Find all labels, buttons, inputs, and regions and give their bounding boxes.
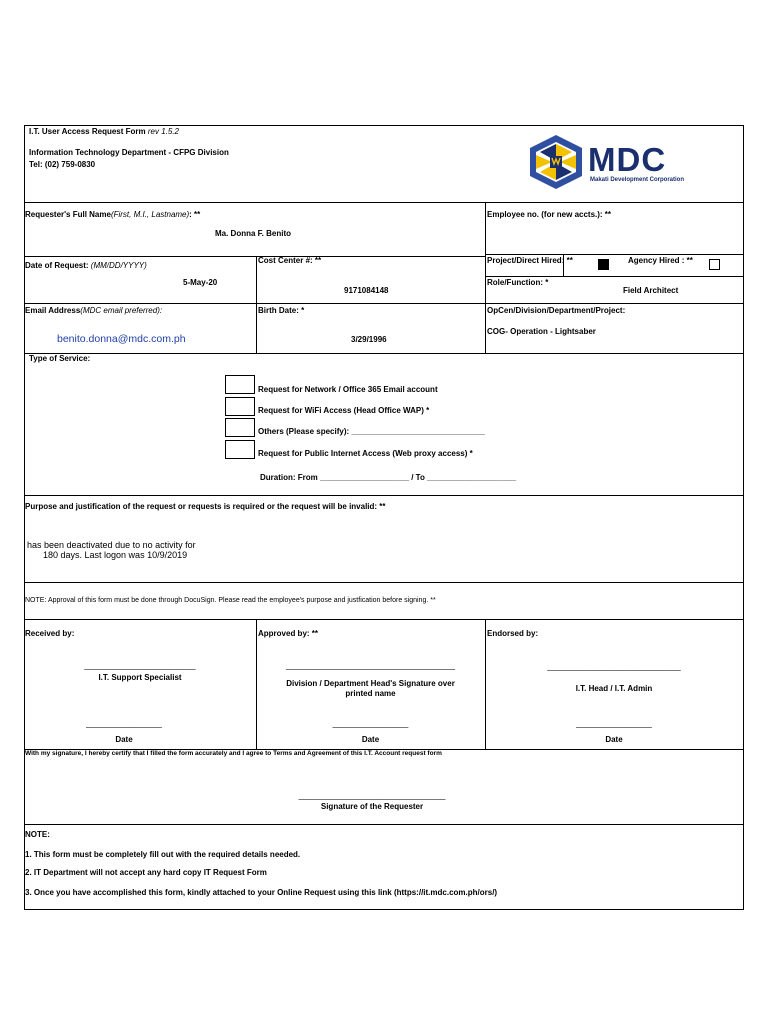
email-value[interactable]: benito.donna@mdc.com.ph (57, 333, 186, 345)
approved-date-label: Date (361, 735, 380, 744)
purpose-text-line1[interactable]: has been deactivated due to no activity for (27, 540, 196, 550)
department-tel: Tel: (02) 759-0830 (29, 160, 96, 169)
received-role: I.T. Support Specialist (98, 673, 182, 682)
email-label-text: Email Address (25, 306, 81, 315)
agency-hired-label: Agency Hired : ** (628, 256, 693, 265)
col-divider (485, 202, 486, 353)
row-divider (24, 303, 744, 304)
received-date-label: Date (115, 735, 133, 744)
certify-text: With my signature, I hereby certify that I filled the form accurately and I agree to Terms and Agreement of this I.T. Account request form (25, 750, 442, 757)
form-rev: rev 1.5.2 (147, 127, 180, 136)
endorsed-date-line[interactable]: _________________ (576, 719, 652, 728)
row-divider (24, 202, 744, 203)
approved-role: Division / Department Head's Signature over printed name (286, 679, 455, 698)
received-sign-line[interactable]: _________________________ (84, 661, 196, 670)
received-date-line[interactable]: _________________ (86, 719, 162, 728)
service-checkbox-wifi[interactable] (225, 397, 255, 416)
logo-subtitle: Makati Development Corporation (590, 177, 685, 183)
endorsed-by-label: Endorsed by: (487, 629, 539, 638)
row-divider (485, 276, 744, 277)
birth-date-value[interactable]: 3/29/1996 (351, 335, 387, 344)
approved-by-label: Approved by: ** (258, 629, 319, 638)
service-option-network: Request for Network / Office 365 Email account (258, 385, 438, 394)
form-border-bottom (24, 909, 744, 910)
received-by-label: Received by: (25, 629, 75, 638)
date-hint: (MM/DD/YYYY) (90, 261, 147, 270)
endorsed-sign-line[interactable]: ______________________________ (547, 662, 681, 671)
row-divider (24, 256, 486, 257)
note-item: 3. Once you have accomplished this form, kindly attached to your Online Request using this link (https://it.mdc.com.ph/ors/) (25, 888, 498, 897)
row-divider (24, 619, 744, 620)
date-of-request-value[interactable]: 5-May-20 (183, 278, 218, 287)
service-option-wifi: Request for WiFi Access (Head Office WAP) * (258, 406, 430, 415)
service-type-label: Type of Service: (29, 354, 91, 363)
service-duration[interactable]: Duration: From ____________________ / To ____________________ (260, 473, 517, 482)
role-value[interactable]: Field Architect (623, 286, 679, 295)
form-title (29, 127, 179, 137)
requester-sign-line[interactable]: _________________________________ (298, 791, 446, 800)
requester-sign-label: Signature of the Requester (320, 802, 424, 811)
cost-center-value[interactable]: 9171084148 (344, 286, 389, 295)
email-hint: (MDC email preferred): (80, 306, 163, 315)
service-checkbox-internet[interactable] (225, 440, 255, 459)
purpose-label: Purpose and justification of the request or requests is required or the request will be invalid: ** (25, 502, 386, 511)
row-divider (24, 582, 744, 583)
form-title-text: I.T. User Access Request Form (29, 127, 146, 136)
row-divider (485, 254, 744, 255)
service-option-others: Others (Please specify): ______________________________ (258, 427, 485, 436)
form-border-right (743, 125, 744, 909)
approval-note: NOTE: Approval of this form must be done through DocuSign. Please read the employee's purpose and justfication before signing. ** (25, 597, 436, 604)
service-option-internet: Request for Public Internet Access (Web proxy access) * (258, 449, 473, 458)
endorsed-date-label: Date (605, 735, 623, 744)
project-hired-checkbox[interactable] (598, 259, 609, 270)
full-name-hint: (First, M.I., Lastname) (110, 210, 190, 219)
form-border-top (24, 125, 744, 126)
opcen-value[interactable]: COG- Operation - Lightsaber (487, 327, 596, 336)
purpose-text-line2[interactable]: 180 days. Last logon was 10/9/2019 (43, 550, 188, 560)
date-label-text: Date of Request: (25, 261, 89, 270)
mdc-logo-icon (526, 133, 586, 191)
row-divider (24, 824, 744, 825)
service-checkbox-others[interactable] (225, 418, 255, 437)
opcen-label: OpCen/Division/Department/Project: (487, 306, 626, 315)
logo-wordmark: MDC (588, 141, 667, 178)
date-of-request-label (25, 261, 147, 271)
agency-hired-checkbox[interactable] (709, 259, 720, 270)
birth-date-label: Birth Date: * (258, 306, 305, 315)
project-hired-label: Project/Direct Hired: ** (487, 256, 573, 265)
role-label: Role/Function: * (487, 278, 549, 287)
note-item: 1. This form must be completely fill out with the required details needed. (25, 850, 301, 859)
full-name-required: : ** (189, 210, 201, 219)
col-divider (256, 256, 257, 353)
endorsed-role: I.T. Head / I.T. Admin (575, 684, 653, 693)
approved-date-line[interactable]: _________________ (332, 719, 409, 728)
row-divider (24, 495, 744, 496)
employee-no-label: Employee no. (for new accts.): ** (487, 210, 612, 219)
full-name-label-text: Requester's Full Name (25, 210, 111, 219)
mdc-logo (526, 133, 704, 191)
cost-center-label: Cost Center #: ** (258, 256, 322, 265)
form-border-left (24, 125, 25, 909)
approved-sign-line[interactable]: ______________________________________ (285, 661, 456, 670)
row-divider (24, 353, 744, 354)
notes-label: NOTE: (25, 830, 50, 839)
service-checkbox-network[interactable] (225, 375, 255, 394)
department-name: Information Technology Department - CFPG Division (29, 148, 229, 157)
email-label (25, 306, 162, 316)
note-item: 2. IT Department will not accept any hard copy IT Request Form (25, 868, 267, 877)
full-name-value[interactable]: Ma. Donna F. Benito (215, 229, 291, 238)
full-name-label (25, 210, 200, 220)
